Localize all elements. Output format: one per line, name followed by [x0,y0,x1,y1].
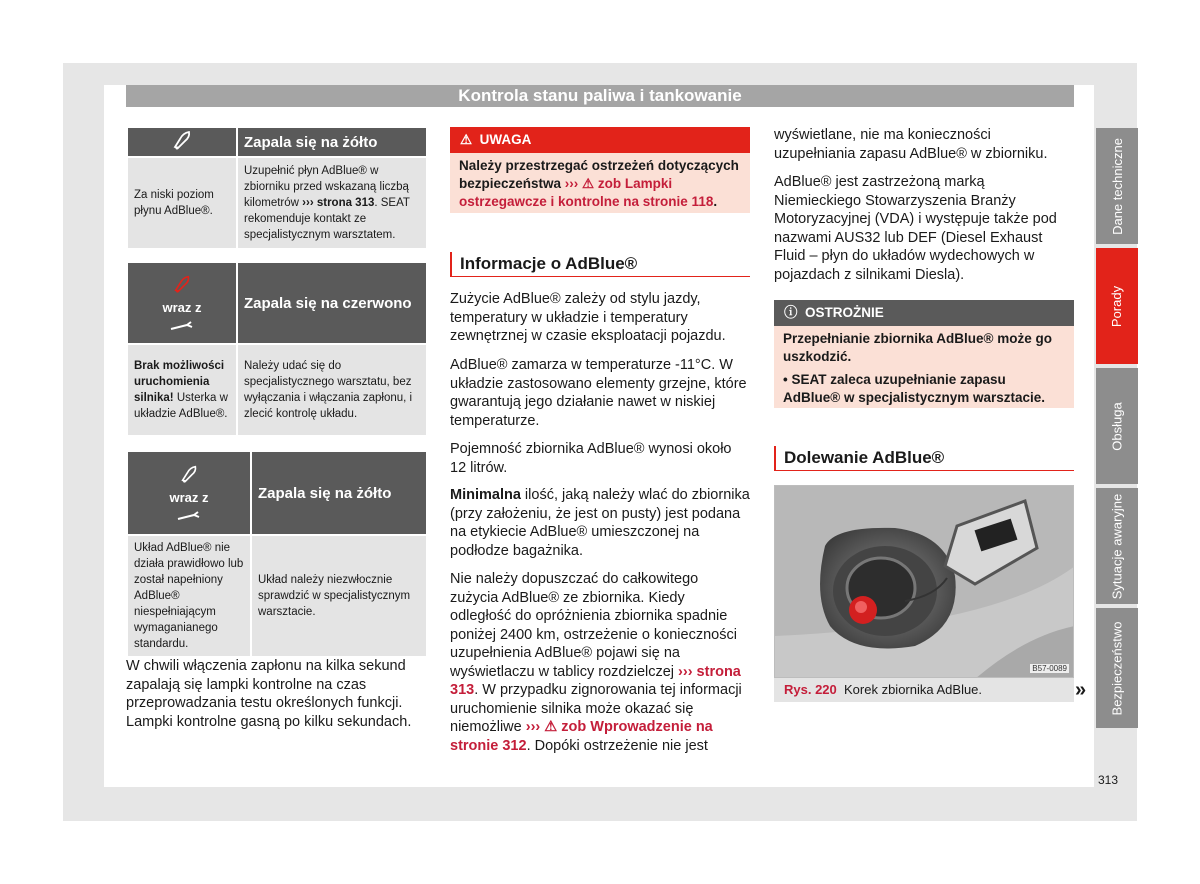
tab-dane-techniczne[interactable] [1096,128,1138,244]
adblue-paragraph: wyświetlane, nie ma konieczności uzupełniania zapasu AdBlue® w zbiorniku. [774,127,1048,162]
indicator-table-red [126,261,428,437]
table-head-label: Zapala się na czerwono [237,262,427,344]
tab-label: Bezpieczeństwo [1109,621,1125,715]
section-rule [774,470,1074,471]
paragraph-text: Nie należy dopuszczać do całkowitego zużycia AdBlue® ze zbiornika. Kiedy odległość do opróżnienia zbiornika spadnie poniżej 2400 km, ostrzeżenie o konieczności uzupełnienia AdBlue® pojawi się na wyświetlaczu w tablicy rozdzielczej [450,571,737,680]
paragraph-text: ilość, jaką należy wlać do zbiornika (przy założeniu, że jest on pusty) jest podana na etykiecie AdBlue® umieszczonej na podłodze bagażnika. [450,487,750,559]
condition-cell: Za niski poziom płynu AdBlue®. [127,157,237,249]
warning-label: UWAGA [479,132,532,147]
fuel-cap-drawing [775,486,1074,678]
figure-caption [774,678,1074,702]
table-head-label: Zapala się na żółto [237,127,427,157]
fuel-cap-illustration [774,485,1074,678]
adblue-paragraph [450,570,750,755]
condition-text: Usterka w układzie AdBlue®. [134,392,228,420]
table-head-label: Zapala się na żółto [251,451,427,535]
indicator-table-yellow [126,126,428,250]
paragraph-text: . W przypadku zignorowania tej informacji uruchomienie silnika może okazać się niemożliwe [450,682,742,735]
action-cell: Należy udać się do specjalistycznego warsztatu, bez wyłączania i włączania zapłonu, i zlecić kontrolę układu. [237,344,427,436]
warning-body [450,153,750,213]
condition-bold: Brak możliwości uruchomienia silnika! [134,360,225,404]
tab-label: Sytuacje awaryjne [1109,493,1125,599]
warning-link[interactable]: ››› ⚠ zob Wprowadzenie na stronie 312 [450,719,713,754]
table-head-icon-cell [127,451,251,535]
adblue-paragraph: Pojemność zbiornika AdBlue® wynosi około 12 litrów. [450,441,732,476]
tab-obsluga[interactable] [1096,368,1138,484]
action-cell: Układ należy niezwłocznie sprawdzić w specjalistycznym warsztacie. [251,535,427,657]
caution-line: • SEAT zaleca uzupełnianie zapasu AdBlue® w specjalistycznym warsztacie. [783,372,1046,405]
adblue-paragraph: Zużycie AdBlue® zależy od stylu jazdy, temperatury w układzie i temperatury zewnętrznej w czasie eksploatacji pojazdu. [450,291,726,344]
wrench-icon [176,511,202,523]
with-label: wraz z [162,299,202,315]
adblue-icon [178,464,200,484]
tab-label: Porady [1109,285,1125,327]
figure-number: Rys. 220 [784,682,837,697]
section-rule [450,276,750,277]
wrench-icon [169,321,195,333]
action-cell [237,157,427,249]
tab-label: Dane techniczne [1109,137,1125,235]
tab-label: Obsługa [1109,401,1125,451]
warning-triangle-icon: ⚠ [460,132,473,147]
adblue-paragraph: AdBlue® jest zastrzeżoną marką Niemieckiego Stowarzyszenia Branży Motoryzacyjnej (VDA) i występuje także pod nazwami AUS32 lub DEF (Diesel Exhaust Fluid – płyn do układów wydechowych w pojazdach z silnikami Diesla). [774,174,1057,283]
warning-text: . [713,194,718,209]
caution-label: OSTROŻNIE [805,305,884,320]
warning-link[interactable]: ››› ⚠ zob Lampki ostrzegawcze i kontrolne na stronie 118 [459,176,714,209]
tab-bezpieczenstwo[interactable] [1096,608,1138,728]
with-label: wraz z [169,489,209,505]
caution-body [774,326,1074,408]
warning-header [450,127,750,153]
figure-code: B57-0089 [1032,664,1067,673]
page-link[interactable]: ››› strona 313 [450,663,741,698]
tab-sytuacje-awaryjne[interactable] [1096,488,1138,604]
table-head-icon-cell [127,262,237,344]
tab-porady[interactable] [1096,248,1138,364]
adblue-paragraph: AdBlue® zamarza w temperaturze -11°C. W układzie zastosowano elementy grzejne, które gwarantują jego działanie nawet w niskiej temperaturze. [450,357,747,429]
warning-text: Należy przestrzegać ostrzeżeń dotyczących bezpieczeństwa [459,158,739,191]
page-link[interactable]: ››› strona 313 [302,197,375,209]
paragraph-text: . Dopóki ostrzeżenie nie jest [526,737,708,754]
section-title-adblue-info: Informacje o AdBlue® [450,252,637,276]
action-text: Uzupełnić płyn AdBlue® w zbiorniku przed wskazaną liczbą kilometrów [244,165,409,209]
adblue-paragraph [450,486,750,560]
caption-text: Korek zbiornika AdBlue. [844,682,983,697]
condition-cell: Układ AdBlue® nie działa prawidłowo lub został napełniony AdBlue® niespełniającym wymaganianego standardu. [127,535,251,657]
action-text: . SEAT rekomenduje kontakt ze specjalistycznym warsztatem. [244,197,410,241]
caution-icon: ⓘ [784,305,798,320]
ignition-paragraph: W chwili włączenia zapłonu na kilka sekund zapalają się lampki kontrolne na czas przeprowadzania testu określonych funkcji. Lampki kontrolne gasną po kilku sekundach. [126,658,412,730]
adblue-icon [171,274,193,294]
continue-arrow-icon: » [1075,679,1087,701]
bold-word: Minimalna [450,487,521,503]
caution-header [774,300,1074,326]
page-title: Kontrola stanu paliwa i tankowanie [126,85,1074,107]
indicator-table-yellow-wrench [126,450,428,658]
table-head-icon-cell [127,127,237,157]
condition-cell [127,344,237,436]
adblue-icon [171,129,193,151]
caution-line: Przepełnianie zbiornika AdBlue® może go uszkodzić. [783,331,1052,364]
page-number: 313 [1098,773,1119,787]
section-title-dolewanie: Dolewanie AdBlue® [774,446,944,470]
